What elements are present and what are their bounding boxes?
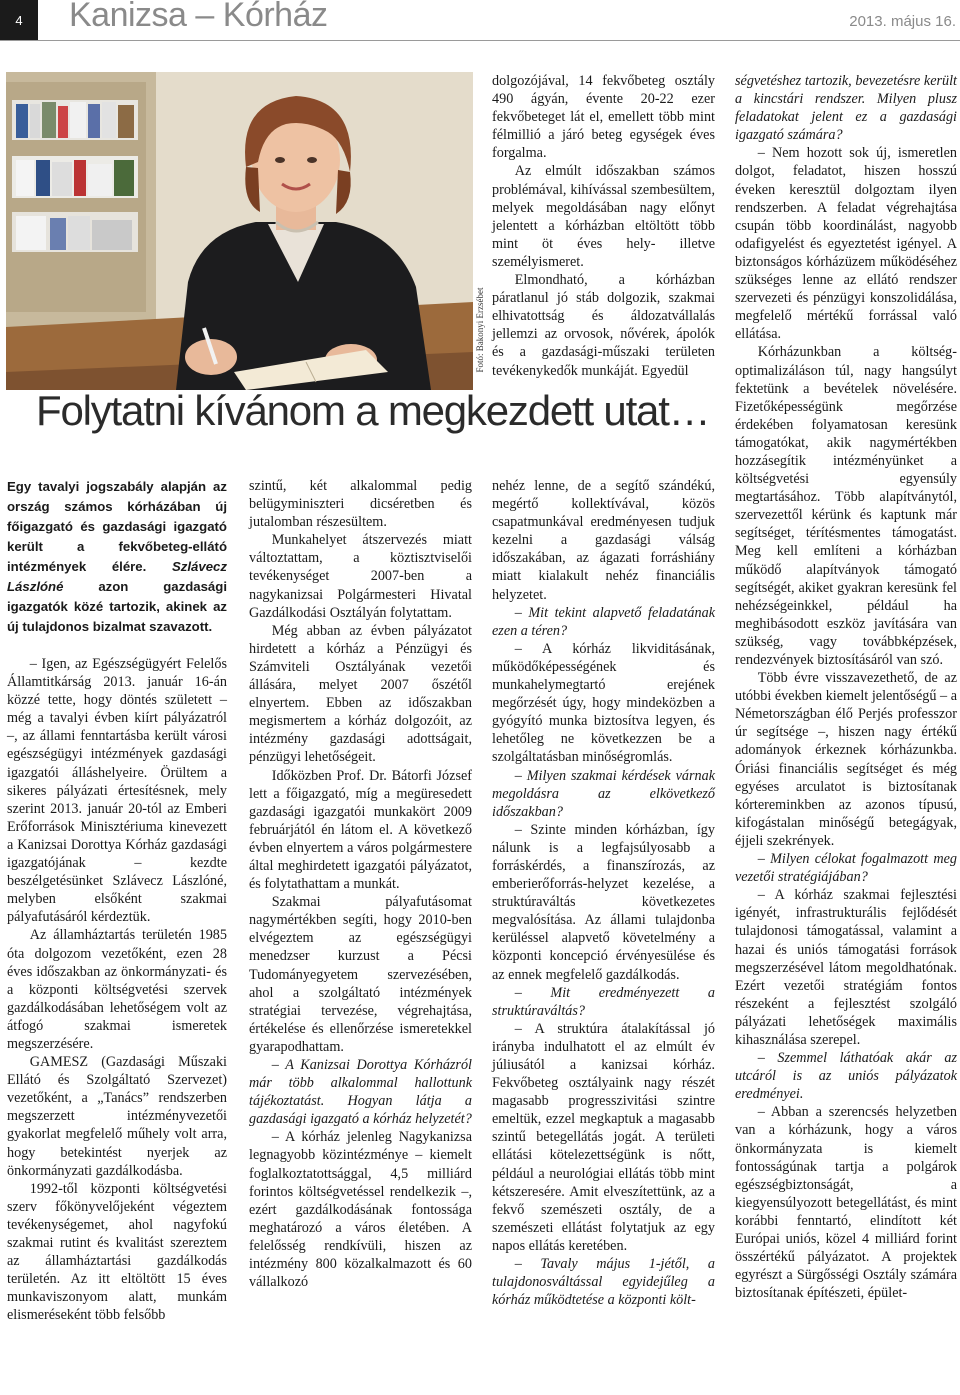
article-lead bbox=[7, 477, 227, 637]
header-rule bbox=[0, 40, 960, 41]
paragraph: Az elmúlt időszakban számos problémával, kihívással szembesültem, melyek megoldásában nagy előnyt jelentett a kórházban eltöltött több mint öt éves hely- illetve személyismeret. bbox=[492, 163, 715, 270]
interview-question: – Mit eredményezett a struktúraváltás? bbox=[492, 984, 715, 1019]
paragraph: Időközben Prof. Dr. Bátorfi József lett a főigazgató, míg a megüresedett gazdasági igazgatói munkakört 2009 februárjától én látom el. A következő évben elnyertem a város polgármestere által meghirdetett igazgatói pályázatot, és folytathattam a munkát. bbox=[249, 767, 472, 893]
paragraph: – A kórház szakmai fejlesztési igényét, infrastrukturális fejlődését tulajdonosi támogatással, valamint a hazai és uniós támogatási források megszerzésével látom megoldhatónak. Ezért vezetői stratégiám fontos részeként a fejlesztést szolgáló pályázati lehetőségek maximális kihasználása szerepel. bbox=[735, 887, 957, 1048]
paragraph: – Nem hozott sok új, ismeretlen dolgot, feladatot, hiszen hosszú éveken keresztül dolgoztam ilyen rendszerben. A feladat végrehajtása csupán több koordinálást, nagyobb odafigyelést és egyeztetést igényel. A biztonságos kórházüzem működéséhez szükséges lenne az ellátó rendszer szervezeti és pénzügyi konszolidálása, megfelelő mértékű forrással való ellátása. bbox=[735, 145, 957, 343]
lead-text-1: Egy tavalyi jogszabály alapján az ország számos kórházában új főigazgató és gazdasági igazgató került a fekvőbeteg-ellátó intézmények élére. bbox=[7, 479, 227, 574]
article-column-3-bottom bbox=[492, 477, 715, 1309]
paragraph: dolgozójával, 14 fekvőbeteg osztály 490 ágyán, évente 20-22 ezer fekvőbeteget lát el, emellett több mint félmillió a járó beteg egységek éves forgalma. bbox=[492, 73, 715, 162]
paragraph: Elmondható, a kórházban páratlanul jó stáb dolgozik, szakmai elhivatottság és áldozatvállalás jellemzi az orvosok, nővérek, ápolók és a gazdasági-műszaki területen tevékenykedők munkáját. Egyedül bbox=[492, 272, 715, 379]
paragraph: Munkahelyet átszervezés miatt változtattam, a köztisztviselői tevékenységet 2007-ben a nagykanizsai Polgármesteri Hivatal Gazdálkodási Osztályán folytattam. bbox=[249, 532, 472, 621]
paragraph: – Igen, az Egészségügyért Felelős Államtitkárság 2013. január 16-án közzé tette, hogy döntés született – még a tavalyi évben kiírt pályázatról –, az állami fenntartásba került városi egészségügyi intézmények gazdasági igazgatói álláshelyeire. Örültem a sikeres pályázati értesítésnek, mely szerint 2013. január 20-tól az Emberi Erőforrások Minisztériuma kinevezett a Kanizsai Dorottya Kórház gazdasági igazgatójának – kezdte beszélgetésünket Szlávecz Lászlóné, melyben elsőként szakmai pályafutásáról kérdeztük. bbox=[7, 656, 227, 926]
interview-question: ségvetéshez tartozik, bevezetésre került a kincstári rendszer. Milyen plusz feladatokat jelent ez a gazdasági igazgató számára? bbox=[735, 73, 957, 144]
interview-question: – A Kanizsai Dorottya Kórházról már több alkalommal hallottunk tájékoztatást. Hogyan látja a gazdasági igazgató a kórház helyzetét? bbox=[249, 1057, 472, 1128]
paragraph: – A struktúra átalakítással jó irányba indulhatott el az elmúlt év júliusától a kanizsai kórház. Fekvőbeteg osztályaink nagy részét magasabb progresszivitási szintre emeltük, ezzel megkaptuk a magasabb szintű betegellátás jogát. A területi ellátási kötelezettségünk is nőtt, például a neurológiai ellátás több mint kétszeresére. Amit elveszítettünk, az a fekvő szemészeti osztály, de a szemészeti ellátást folytatjuk az egy napos ellátás keretében. bbox=[492, 1020, 715, 1254]
interview-question: – Milyen szakmai kérdések várnak megoldásra az elkövetkező időszakban? bbox=[492, 767, 715, 820]
article-column-3-top bbox=[492, 72, 715, 380]
interview-question: – Tavaly május 1-jétől, a tulajdonosváltással egyidejűleg a kórház működtetése a központi költ- bbox=[492, 1256, 715, 1309]
paragraph: – Abban a szerencsés helyzetben van a kórházunk, hogy a város önkormányzata is kiemelt fontosságúnak tartja a polgárok egészségbiztonságát, a kiegyensúlyozott betegellátást, és mint korábbi fenntartó, elindított két Európai uniós, közel 4 milliárd forint összértékű pályázatot. A projektek egyrészt a Sürgősségi Osztály számára biztosítanak építészeti, épület- bbox=[735, 1104, 957, 1302]
paragraph: – Szinte minden kórházban, így nálunk is a legfajsúlyosabb a forráskérdés, a finanszírozás, az emberierőforrás-helyzet kezelése, a struktúraváltás következetes megvalósítása. Az állami tulajdonba kerüléssel alapvető követelmény a központi koncepció érvényesülése és az ennek megfelelő gazdálkodás. bbox=[492, 821, 715, 983]
paragraph: Kórházunkban a költség-optimalizáláson túl, nagy hangsúlyt fektetünk a bevételek növelésére. Fizetőképességünk megőrzése érdekében folyamatosan keresünk támogatókat, akik nagymértékben hozzásegítik intézményünket a költségvetési egyensúly megtartásához. Több alapítványtól, szervezettől kérünk és kaptunk már segítséget, térítésmentes támogatást. Meg kell említeni a kórházban működő alapítványok támogató segítségét, akiket gyakran keresünk fel nehézségeinkkel, például ha meghibásodott eszköz javítására van szükség, vagy továbbképzések, rendezvények biztosításáról van szó. bbox=[735, 344, 957, 668]
paragraph: nehéz lenne, de a segítő szándékú, megértő kollektívával, közös csapatmunkával eredményesen tudjuk kezelni a gazdasági válság időszakában, az ágazati forráshiány miatt kialakult nehéz financiális helyzetet. bbox=[492, 478, 715, 603]
paragraph: Több évre visszavezethető, de az utóbbi években kiemelt jelentőségű – a Németországban élő Perjés professzor úr segítsége –, hiszen nagy értékű adományok érkeznek kórházunkba. Óriási financiális segítséget és még egyéses arculatot is biztosítanak kórtereminkben az azonos típusú, kifogástalan minőségű betegágyak, éjjeli szekrények. bbox=[735, 670, 957, 849]
paragraph: – A kórház likviditásának, működőképességének és munkahelymegtartó erejének megőrzését úgy, hogy mindeközben a gyógyító munka biztosítva legyen, és lehetőleg ne következzen be a szolgáltatásban minőségromlás. bbox=[492, 640, 715, 766]
paragraph: szintű, két alkalommal pedig belügyminiszteri dicséretben és jutalomban részesültem. bbox=[249, 478, 472, 531]
issue-date: 2013. május 16. bbox=[849, 13, 956, 30]
paragraph: Még abban az évben pályázatot hirdetett a kórház a Pénzügyi és Számviteli Osztályának vezetői állására, melyet 2007 őszétől elnyertem. Ebben az időszakban megismertem a kórház dolgozóit, az intézmény gazdasági adottságait, pénzügyi lehetőségeit. bbox=[249, 622, 472, 766]
interview-question: – Szemmel láthatóak akár az utcáról is az uniós pályázatok eredményei. bbox=[735, 1050, 957, 1103]
interview-question: – Milyen célokat fogalmazott meg vezetői stratégiájában? bbox=[735, 851, 957, 886]
paragraph: Az államháztartás területén 1985 óta dolgozom vezetőként, ezen 28 éves időszakban az önkormányzati- és a központi költségvetési szervek gazdálkodásában lehetőségem volt az átfogó szakmai ismeretek megszerzésére. bbox=[7, 927, 227, 1052]
article-column-4 bbox=[735, 72, 957, 1302]
photo-credit-text: Fotó: Bakonyi Erzsébet bbox=[475, 287, 485, 373]
paragraph: 1992-től központi költségvetési szerv főkönyvelőjeként végeztem tevékenységemet, ahol nagyfokú szakmai rutint és kvalitást szereztem az államháztartási gazdálkodás területén. Az itt eltöltött 15 éves munkaviszonyom alatt, munkám elismeréseként több felsőbb bbox=[7, 1180, 227, 1324]
portrait-illustration bbox=[6, 72, 473, 390]
section-title: Kanizsa – Kórház bbox=[69, 0, 328, 34]
article-column-2 bbox=[249, 477, 472, 1291]
paragraph: – A kórház jelenleg Nagykanizsa legnagyobb közintézménye – kiemelt foglalkoztatottsággal, 4,5 milliárd forintos költségvetéssel rendelkezik –, ezért gazdálkodásának fontossága meghatározó a város életében. A felelősség rendkívüli, hiszen az intézmény 800 közalkalmazott és 60 vállalkozó bbox=[249, 1129, 472, 1291]
lead-name: Szlávecz Lászlóné bbox=[7, 559, 227, 594]
portrait-photo bbox=[6, 72, 473, 390]
article-headline: Folytatni kívánom a megkezdett utat… bbox=[36, 387, 710, 434]
page-number: 4 bbox=[0, 0, 38, 40]
interview-question: – Mit tekint alapvető feladatának ezen a téren? bbox=[492, 604, 715, 639]
lead-text-2: azon gazdasági igazgatók közé tartozik, akinek az új tulajdonos bizalmat szavazott. bbox=[7, 579, 227, 634]
photo-credit bbox=[470, 280, 490, 380]
article-column-1 bbox=[7, 477, 227, 1324]
paragraph: Szakmai pályafutásomat nagymértékben segíti, hogy 2010-ben elvégeztem az egészségügyi menedzser kurzust a Pécsi Tudományegyetem szervezésében, ahol a szolgáltató intézmények stratégiai tervezése, végrehajtása, értékelése és ellenőrzése ismeretekkel gyarapodhattam. bbox=[249, 894, 472, 1055]
paragraph: GAMESZ (Gazdasági Műszaki Ellátó és Szolgáltató Szervezet) vezetőként, a „Tanács” rendszerben megszerzett intézményvezetői gyakorlat megfelelő műhely volt arra, hogy betekintést nyerjek az önkormányzati gazdálkodásba. bbox=[7, 1054, 227, 1179]
